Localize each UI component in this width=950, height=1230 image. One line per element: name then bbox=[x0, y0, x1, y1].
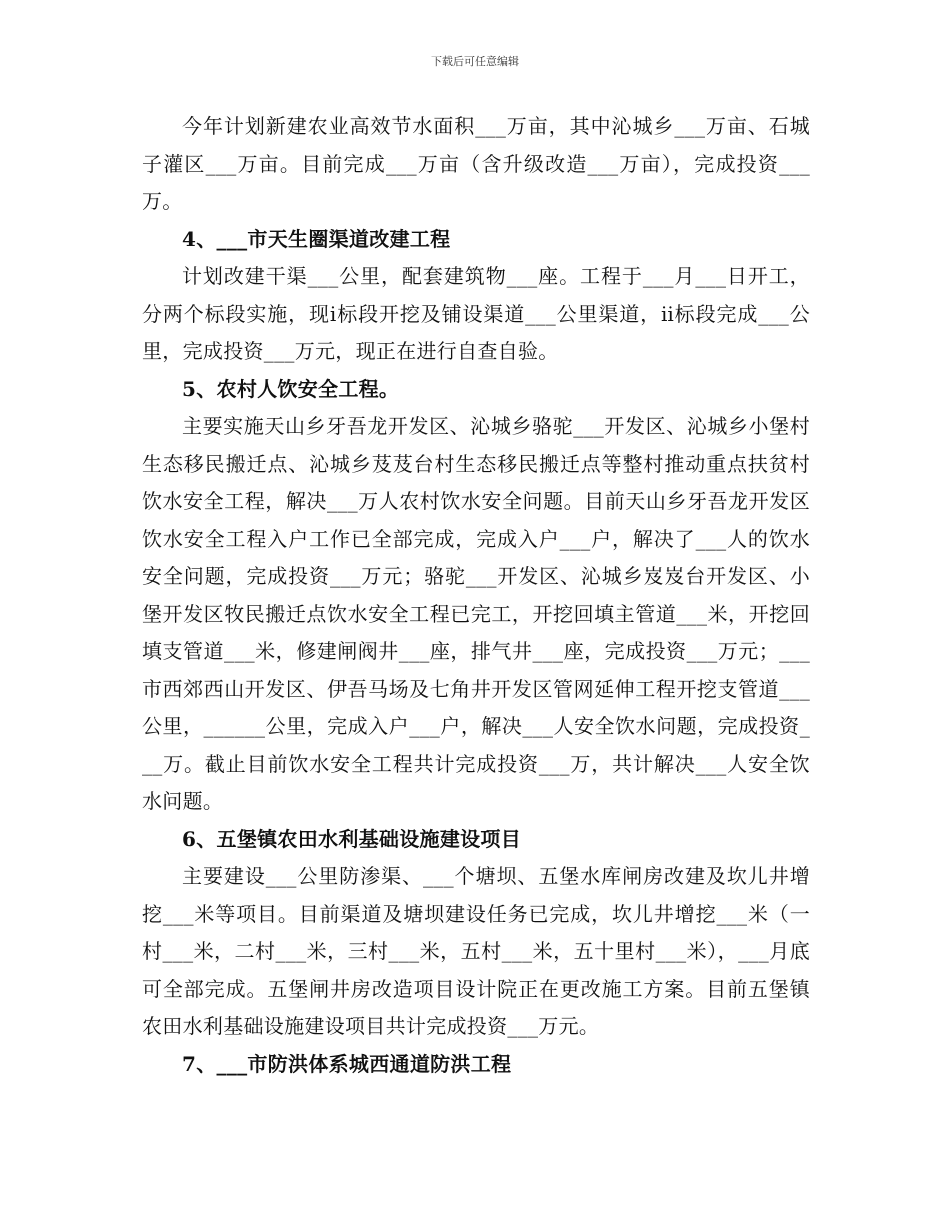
paragraph-canal-rebuild: 计划改建干渠___公里，配套建筑物___座。工程于___月___日开工，分两个标段实施，现ⅰ标段开挖及铺设渠道___公里渠道，ⅱ标段完成___公里，完成投资___万元，现正在进行自查自验。 bbox=[142, 264, 810, 363]
section-heading-6: 6、五堡镇农田水利基础设施建设项目 bbox=[182, 826, 522, 851]
paragraph-water-saving: 今年计划新建农业高效节水面积___万亩，其中沁城乡___万亩、石城子灌区___万亩。目前完成___万亩（含升级改造___万亩），完成投资___万。 bbox=[142, 114, 810, 213]
page-header: 下载后可任意编辑 bbox=[431, 55, 519, 68]
paragraph-drinking-water: 主要实施天山乡牙吾龙开发区、沁城乡骆驼___开发区、沁城乡小堡村生态移民搬迁点、沁城乡芨芨台村生态移民搬迁点等整村推动重点扶贫村饮水安全工程，解决___万人农村饮水安全问题。目前天山乡牙吾龙开发区饮水安全工程入户工作已全部完成，完成入户___户，解决了___人的饮水安全问题，完成投资___万元；骆驼___开发区、沁城乡岌岌台开发区、小堡开发区牧民搬迁点饮水安全工程已完工，开挖回填主管道___米，开挖回填支管道___米，修建闸阀井___座，排气井___座，完成投资___万元；___市西郊西山开发区、伊吾马场及七角井开发区管网延伸工程开挖支管道___公里，______公里，完成入户___户，解决___人安全饮水问题，完成投资___万。截止目前饮水安全工程共计完成投资___万，共计解决___人安全饮水问题。 bbox=[142, 414, 810, 813]
section-heading-5: 5、农村人饮安全工程。 bbox=[182, 376, 400, 401]
section-heading-7: 7、___市防洪体系城西通道防洪工程 bbox=[182, 1051, 512, 1076]
paragraph-wubao-project: 主要建设___公里防渗渠、___个塘坝、五堡水库闸房改建及坎儿井增挖___米等项目。目前渠道及塘坝建设任务已完成，坎儿井增挖___米（一村___米，二村___米，三村___米，五村___米，五十里村___米），___月底可全部完成。五堡闸井房改造项目设计院正在更改施工方案。目前五堡镇农田水利基础设施建设项目共计完成投资___万元。 bbox=[142, 864, 810, 1038]
section-heading-4: 4、___市天生圈渠道改建工程 bbox=[182, 226, 451, 251]
document-body bbox=[142, 108, 810, 1083]
